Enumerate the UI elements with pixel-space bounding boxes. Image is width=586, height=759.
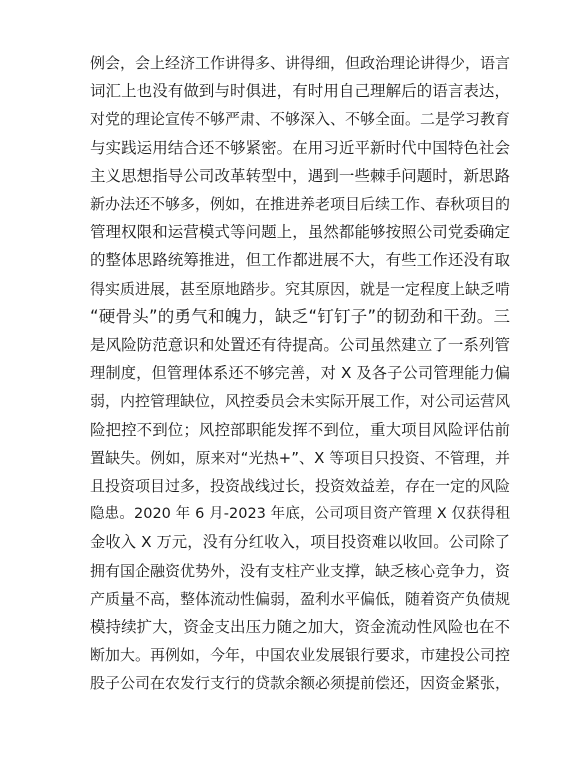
text-line: “硬骨头”的勇气和魄力，缺乏“钉钉子”的韧劲和干劲。三 xyxy=(90,306,510,326)
text-line: 主义思想指导公司改革转型中，遇到一些棘手问题时，新思路 xyxy=(90,166,510,185)
text-line: 险把控不到位；风控部职能发挥不到位，重大项目风险评估前 xyxy=(90,420,510,439)
text-line: 词汇上也没有做到与时俱进，有时用自己理解后的语言表达， xyxy=(90,82,510,101)
text-line: 金收入 X 万元，没有分红收入，项目投资难以收回。公司除了 xyxy=(90,533,510,552)
text-line: 股子公司在农发行支行的贷款余额必须提前偿还，因资金紧张， xyxy=(90,674,511,693)
text-line: 管理权限和运营模式等问题上，虽然都能够按照公司党委确定 xyxy=(90,223,510,242)
text-line: 是风险防范意识和处置还有待提高。公司虽然建立了一系列管 xyxy=(90,336,510,354)
text-line: 理制度，但管理体系还不够完善，对 X 及各子公司管理能力偏 xyxy=(90,364,510,383)
text-line: 对党的理论宣传不够严肃、不够深入、不够全面。二是学习教育 xyxy=(90,110,511,129)
text-line: 且投资项目过多，投资战线过长，投资效益差，存在一定的风险 xyxy=(90,477,511,495)
text-line: 例会，会上经济工作讲得多、讲得细，但政治理论讲得少，语言 xyxy=(90,54,511,72)
text-line: 产质量不高，整体流动性偏弱，盈利水平偏低，随着资产负债规 xyxy=(90,589,511,608)
text-line: 与实践运用结合还不够紧密。在用习近平新时代中国特色社会 xyxy=(90,138,510,157)
text-line: 隐患。2020 年 6 月-2023 年底，公司项目资产管理 X 仅获得租 xyxy=(90,506,510,523)
text-line: 弱，内控管理缺位，风控委员会未实际开展工作，对公司运营风 xyxy=(90,392,511,411)
text-line: 断加大。再例如，今年，中国农业发展银行要求，市建投公司控 xyxy=(90,646,511,665)
text-line: 置缺失。例如，原来对“光热+”、X 等项目只投资、不管理，并 xyxy=(90,448,510,467)
text-line: 拥有国企融资优势外，没有支柱产业支撑，缺乏核心竞争力，资 xyxy=(90,561,511,580)
text-line: 的整体思路统筹推进，但工作都进展不大，有些工作还没有取 xyxy=(90,251,510,270)
text-line: 新办法还不够多，例如，在推进养老项目后续工作、春秋项目的 xyxy=(90,195,511,213)
text-line: 模持续扩大，资金支出压力随之加大，资金流动性风险也在不 xyxy=(90,618,510,636)
text-line: 得实质进展，甚至原地踏步。究其原因，就是一定程度上缺乏啃 xyxy=(90,279,511,298)
